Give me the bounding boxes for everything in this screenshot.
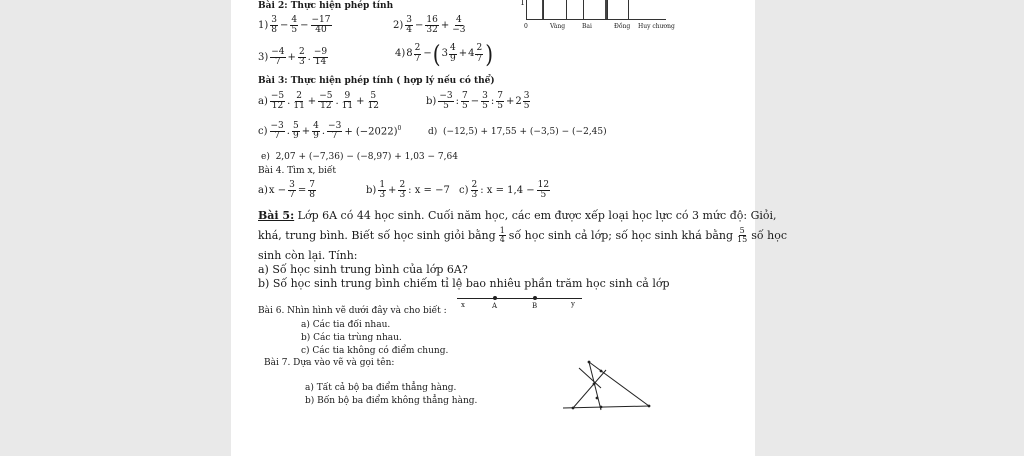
bai2-item-4: 4) 8 $\frac{2}{7}$ − ( 3 $\frac{4}{9}$ + 4 $\frac{2}{7}$ ) bbox=[395, 39, 493, 69]
bai4-title: Bài 4. Tìm x, biết bbox=[258, 166, 337, 176]
chart-bar-vang bbox=[543, 0, 567, 20]
medal-chart bbox=[516, 0, 676, 34]
bai6-title: Bài 6. Nhìn hình vẽ dưới đây và cho biết : bbox=[258, 306, 447, 316]
bai3-item-b: b) $\frac{-3}{5}$ : $\frac{7}{5}$ − $\frac{3}{5}$ : $\frac{7}{5}$ + 2 $\frac{3}{5}$ bbox=[426, 91, 530, 112]
bai4-item-b: b) $\frac{1}{3}$ + $\frac{2}{3}$ : x = −7 bbox=[366, 180, 450, 201]
bai5-line1: Bài 5: Lớp 6A có 44 học sinh. Cuối năm học, các em được xếp loại học lực có 3 mức độ: Giỏi, bbox=[258, 209, 777, 222]
ray-label: x bbox=[461, 301, 465, 309]
bai6-a: a) Các tia đối nhau. bbox=[301, 320, 391, 330]
geometry-figure bbox=[561, 358, 656, 416]
bai3-item-d: d) (−12,5) + 17,55 + (−3,5) − (−2,45) bbox=[428, 127, 607, 137]
chart-bar-bac bbox=[566, 0, 584, 20]
point-label: A bbox=[492, 302, 498, 310]
bai7-a: a) Tất cả bộ ba điểm thẳng hàng. bbox=[305, 383, 457, 393]
ray-label: y bbox=[571, 300, 575, 308]
bai3-title: Bài 3: Thực hiện phép tính ( hợp lý nếu có thể) bbox=[258, 76, 495, 86]
chart-category-label: Bai bbox=[582, 23, 592, 30]
bai2-item-3: 3) $\frac{-4}{7}$ + $\frac{2}{3}$ . $\frac{-9}{14}$ bbox=[258, 47, 328, 68]
bai5-label: Bài 5: bbox=[258, 209, 295, 222]
document-page bbox=[231, 0, 787, 456]
chart-bar-dong bbox=[607, 0, 629, 20]
bai7-title: Bài 7. Dựa vào vẽ và gọi tên: bbox=[264, 358, 395, 368]
bai7-b: b) Bốn bộ ba điểm không thẳng hàng. bbox=[305, 396, 478, 406]
chart-category-label: Vàng bbox=[550, 23, 566, 30]
bai3-item-e: e) 2,07 + (−7,36) − (−8,97) + 1,03 − 7,64 bbox=[261, 152, 458, 162]
bai5-line2: khá, trung bình. Biết số học sinh giỏi bằng $\frac{1}{4}$ số học sinh cả lớp; số học sinh khá bằng $\frac{5}{15}$ số học bbox=[258, 226, 787, 245]
bai6-b: b) Các tia trùng nhau. bbox=[301, 333, 402, 343]
bai2-item-2: 2) $\frac{3}{4}$ − $\frac{16}{32}$ + $\frac{4}{-3}$ bbox=[393, 15, 466, 36]
bai4-item-a: a) x − $\frac{3}{7}$ = $\frac{7}{8}$ bbox=[258, 180, 315, 201]
chart-category-label: Huy chương bbox=[638, 23, 675, 30]
point-label: B bbox=[532, 302, 538, 310]
bai5-question-a: a) Số học sinh trung bình của lớp 6A? bbox=[258, 263, 468, 276]
ray-diagram bbox=[457, 293, 587, 313]
chart-y-tick: 1 bbox=[520, 0, 526, 7]
bai3-item-a: a) $\frac{-5}{12}$ . $\frac{2}{11}$ + $\frac{-5}{12}$ . $\frac{9}{11}$ + $\frac{5}{12}$ bbox=[258, 91, 379, 112]
bai2-title: Bài 2: Thực hiện phép tính bbox=[258, 1, 394, 11]
bai2-item-1: 1) $\frac{3}{8}$ − $\frac{4}{5}$ − $\frac{-17}{40}$ bbox=[258, 15, 331, 36]
chart-zero-label: 0 bbox=[524, 23, 528, 30]
bai6-c: c) Các tia không có điểm chung. bbox=[301, 346, 449, 356]
chart-category-label: Đồng bbox=[614, 23, 631, 30]
bai3-item-c: c) $\frac{-3}{7}$ . $\frac{5}{9}$ + $\frac{4}{9}$ . $\frac{-3}{7}$ + $(-2022)^0$ bbox=[258, 121, 402, 142]
bai4-item-c: c) $\frac{2}{3}$ : x = 1,4 − $\frac{12}{5}$ bbox=[459, 180, 550, 201]
bai5-line3: sinh còn lại. Tính: bbox=[258, 249, 358, 262]
bai5-question-b: b) Số học sinh trung bình chiếm tỉ lệ bao nhiêu phần trăm học sinh cả lớp bbox=[258, 277, 670, 290]
